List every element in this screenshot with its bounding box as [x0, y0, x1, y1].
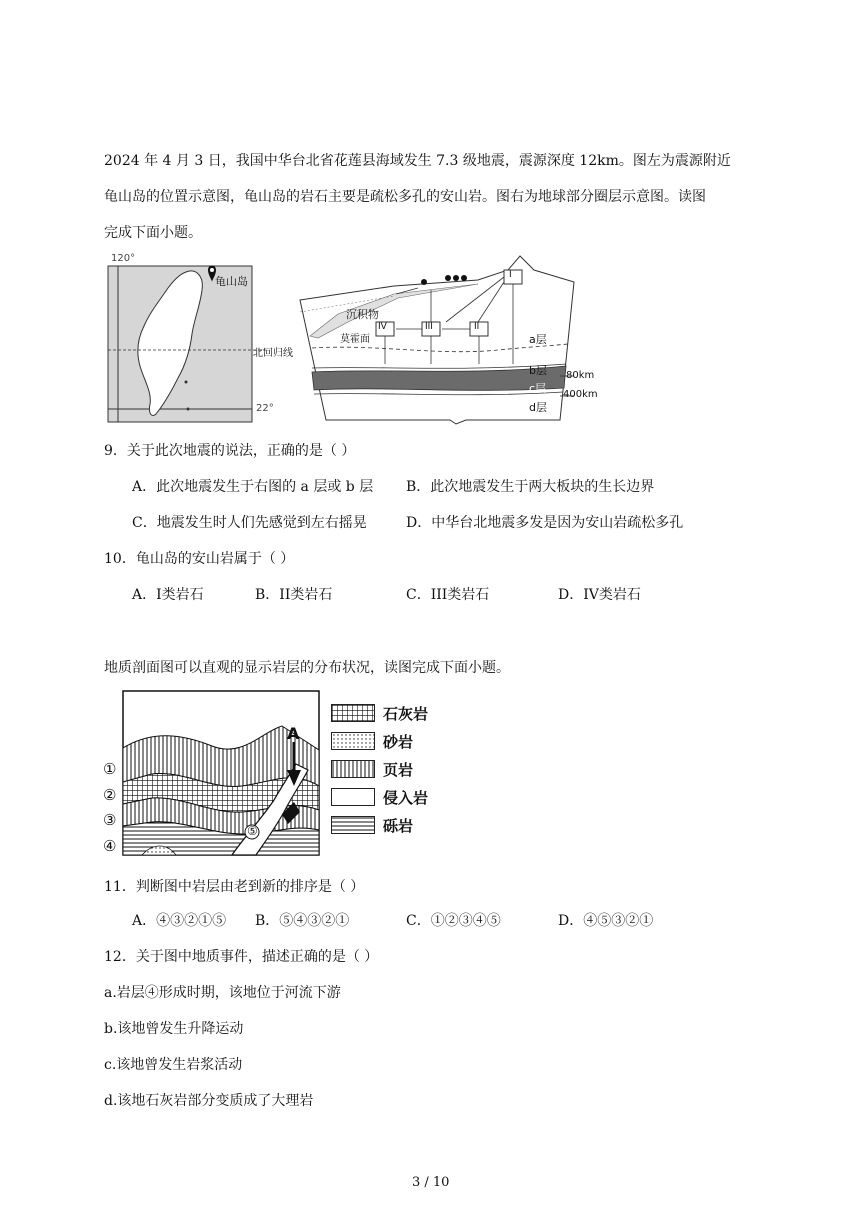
legend-conglomerate — [331, 815, 413, 835]
depth-80-label: 80km — [566, 370, 595, 381]
shale-swatch-icon — [331, 760, 375, 778]
q9-option-D: D．中华台北地震多发是因为安山岩疏松多孔 — [406, 515, 684, 531]
q10-option-C: C．III类岩石 — [406, 587, 490, 603]
q12-statement-d: d.该地石灰岩部分变质成了大理岩 — [104, 1093, 314, 1109]
box-label-II: II — [474, 322, 480, 332]
map-lon-label: 120° — [111, 253, 136, 264]
box-label-IV: IV — [378, 322, 387, 332]
geo-layer-2: ② — [103, 786, 117, 804]
q12-statement-c: c.该地曾发生岩浆活动 — [104, 1057, 243, 1073]
page-number: 3 / 10 — [412, 1175, 450, 1190]
q10-option-D: D．IV类岩石 — [558, 587, 641, 603]
legend-label-intrusive: 侵入岩 — [383, 788, 429, 807]
geo-layer-1: ① — [103, 760, 117, 778]
map-tropic-label: 北回归线 — [253, 348, 293, 359]
legend-limestone — [331, 703, 428, 723]
legend-intrusive — [331, 787, 428, 807]
limestone-swatch-icon — [331, 704, 375, 722]
sandstone-swatch-icon — [331, 732, 375, 750]
legend-shale — [331, 759, 413, 779]
intro-2: 地质剖面图可以直观的显示岩层的分布状况，读图完成下面小题。 — [104, 660, 510, 676]
legend-label-shale: 页岩 — [383, 760, 414, 779]
label-moho: 莫霍面 — [340, 334, 370, 345]
legend-label-sandstone: 砂岩 — [383, 732, 414, 751]
q11-option-C: C．①②③④⑤ — [406, 913, 501, 929]
q9-stem: 9．关于此次地震的说法，正确的是（ ） — [104, 443, 356, 459]
layer-a-label: a层 — [529, 333, 547, 346]
intro-line-2: 龟山岛的位置示意图，龟山岛的岩石主要是疏松多孔的安山岩。图右为地球部分圈层示意图。读图 — [104, 189, 706, 205]
q11-stem: 11．判断图中岩层由老到新的排序是（ ） — [104, 879, 365, 895]
box-label-III: III — [425, 322, 433, 332]
map-lat-label: 22° — [256, 403, 274, 414]
legend-label-conglomerate: 砾岩 — [383, 816, 414, 835]
q10-option-A: A．I类岩石 — [132, 587, 204, 603]
intrusive-swatch-icon — [331, 788, 375, 806]
layer-c-label: c层 — [529, 382, 547, 395]
q9-option-C: C．地震发生时人们先感觉到左右摇晃 — [132, 515, 367, 531]
layer-b-label: b层 — [529, 364, 547, 377]
geo-layer-5: ⑤ — [247, 824, 258, 838]
q10-option-B: B．II类岩石 — [255, 587, 333, 603]
q12-statement-a: a.岩层④形成时期，该地位于河流下游 — [104, 985, 341, 1001]
intro-line-3: 完成下面小题。 — [104, 225, 202, 241]
q11-option-D: D．④⑤③②① — [558, 913, 654, 929]
q9-option-B: B．此次地震发生于两大板块的生长边界 — [406, 479, 655, 495]
conglomerate-swatch-icon — [331, 816, 375, 834]
q12-stem: 12．关于图中地质事件，描述正确的是（ ） — [104, 949, 379, 965]
geo-layer-4: ④ — [103, 837, 117, 855]
geologic-cross-section — [122, 690, 320, 856]
geo-label-A: A — [287, 724, 300, 743]
box-label-I: I — [509, 270, 512, 280]
q11-option-B: B．⑤④③②① — [255, 913, 350, 929]
q11-option-A: A．④③②①⑤ — [132, 913, 227, 929]
legend-label-limestone: 石灰岩 — [383, 704, 429, 723]
intro-line-1: 2024 年 4 月 3 日，我国中华台北省花莲县海域发生 7.3 级地震，震源深度 12km。图左为震源附近 — [104, 153, 731, 169]
q10-stem: 10．龟山岛的安山岩属于（ ） — [104, 551, 295, 567]
q12-statement-b: b.该地曾发生升降运动 — [104, 1021, 244, 1037]
q9-option-A: A．此次地震发生于右图的 a 层或 b 层 — [132, 479, 374, 495]
depth-400-label: 400km — [563, 389, 598, 400]
geo-layer-3: ③ — [103, 811, 117, 829]
map-island-label: 龟山岛 — [215, 275, 248, 288]
label-sediment: 沉积物 — [346, 308, 379, 321]
legend-sandstone — [331, 731, 413, 751]
layer-d-label: d层 — [529, 401, 547, 414]
